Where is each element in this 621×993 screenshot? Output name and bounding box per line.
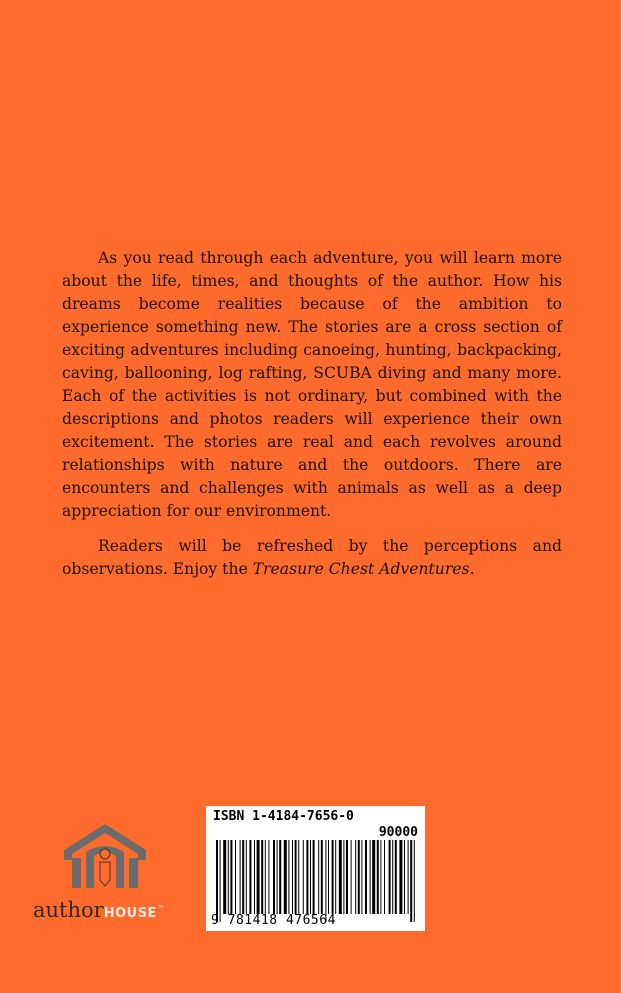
authorhouse-logo-icon — [60, 820, 150, 892]
publisher-logo — [30, 820, 190, 925]
book-title: Treasure Chest Adventures — [252, 560, 470, 578]
publisher-name — [33, 898, 165, 922]
publisher-name-author: author — [33, 898, 104, 922]
blurb-paragraph-2-end: . — [469, 560, 475, 578]
blurb-paragraph-1: As you read through each adventure, you will learn more about the life, times, and thoughts of the author. How his dreams become realities because of the ambition to experience something new. The stories are a cross section of exciting adventures including canoeing, hunting, backpacking, caving, ballooning, log rafting, SCUBA diving and many more. Each of the activities is not ordinary, but combined with the descriptions and photos readers will experience their own excitement. The stories are real and each revolves around relationships with nature and the outdoors. There are encounters and challenges with animals as well as a deep appreciation for our environment. — [62, 249, 562, 520]
publisher-name-house: HOUSE — [103, 906, 157, 921]
blurb-paragraph-2 — [62, 535, 562, 581]
blurb-paragraph-2-text: Readers will be refreshed by the perceptions and observations. Enjoy the — [62, 537, 562, 578]
barcode-digits: 9 781418 476564 — [211, 913, 336, 928]
isbn-barcode — [206, 806, 425, 931]
trademark-symbol: ™ — [156, 904, 165, 913]
back-cover-blurb — [62, 247, 562, 593]
price-code: 90000 — [378, 825, 418, 840]
isbn-label: ISBN 1-4184-7656-0 — [213, 809, 354, 824]
